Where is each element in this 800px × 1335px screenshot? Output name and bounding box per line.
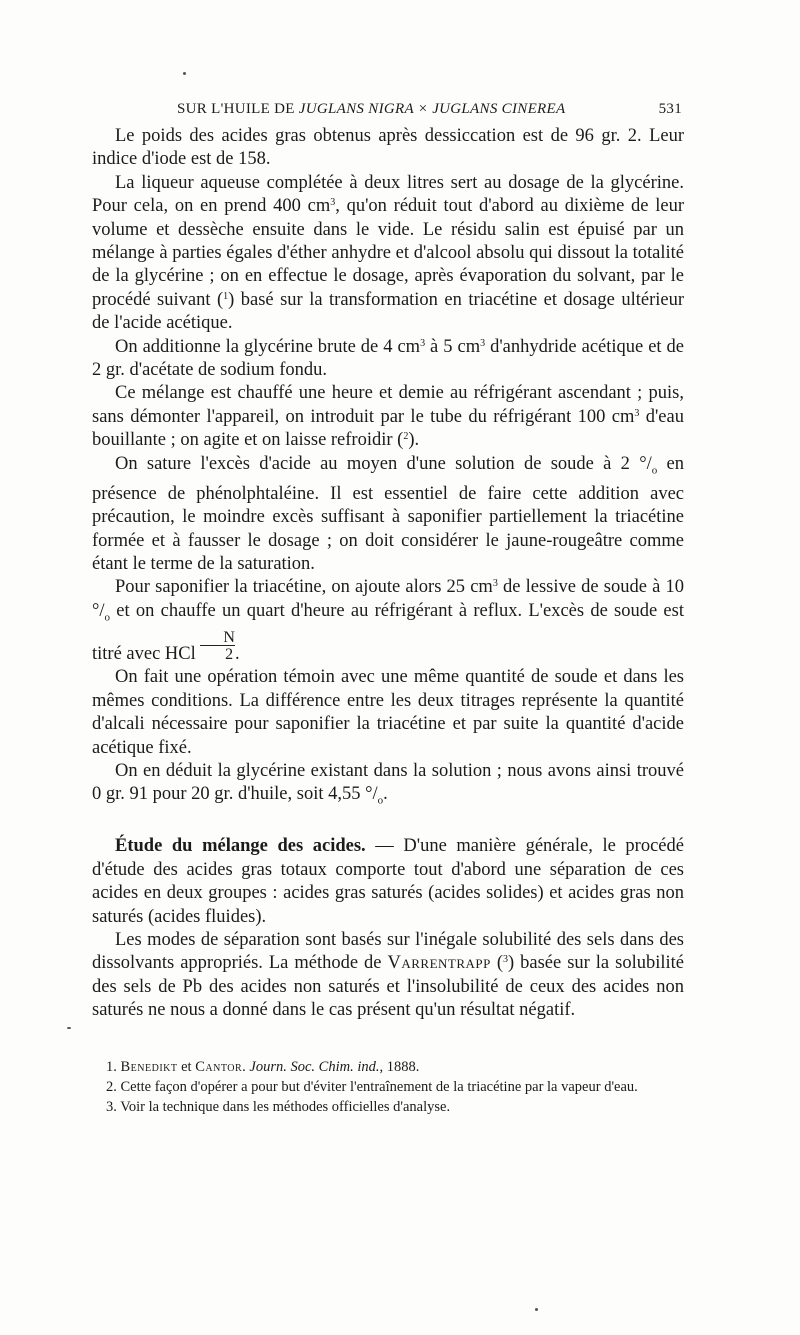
section-heading: Étude du mélange des acides. [115, 836, 366, 857]
p7-text: On fait une opération témoin avec une même quantité de soude et dans les mêmes conditions. La différence entre les deux titrages représente la quantité d'alcali nécessaire pour saponifier la triacétine et par suite la quantité d'acide acétique fixé. [92, 667, 684, 758]
paragraph-9 [92, 835, 684, 929]
footnote-1-author-b: Cantor [195, 1059, 243, 1075]
p2-sup-a: 3 [330, 197, 336, 209]
p6-text-a: Pour saponifier la triacétine, on ajoute alors 25 cm [115, 577, 493, 598]
header-title [177, 101, 565, 118]
footnote-1 [92, 1057, 684, 1077]
footnote-1-author-a: Benedikt [120, 1059, 178, 1075]
paragraph-6 [92, 576, 684, 666]
p8-text-b: . [383, 784, 388, 805]
p8-sub-a: o [377, 795, 384, 808]
p6-text-d: . [234, 643, 240, 664]
footnote-1-conj: et [177, 1059, 196, 1075]
fraction-numerator: N [223, 628, 235, 646]
paragraph-4 [92, 382, 684, 452]
author-varrentrapp: Varrentrapp [387, 953, 491, 974]
p2-note-ref: 1 [223, 290, 229, 302]
page-number: 531 [658, 101, 682, 117]
p10-text-b: ( [490, 953, 504, 974]
p6-text-c: et on chauffe un quart d'heure au réfrigérant à reflux. L'excès de soude est titré avec HCl [92, 600, 684, 664]
header-prefix: SUR L'HUILE DE [177, 101, 295, 117]
p8-text-a: On en déduit la glycérine existant dans la solution ; nous avons ainsi trouvé 0 gr. 91 pour 20 gr. d'huile, soit 4,55 °/ [92, 760, 684, 805]
footnote-1-sep: . [242, 1059, 250, 1075]
section-gap [92, 813, 684, 835]
p4-text-b: d'eau bouillante ; on agite et on laisse refroidir ( [92, 406, 684, 451]
p2-text-c: ) basé sur la transformation en triacétine et dosage ultérieur de l'acide acétique. [92, 289, 684, 334]
header-italic: JUGLANS NIGRA × JUGLANS CINEREA [298, 101, 566, 117]
p4-sup-a: 3 [634, 407, 640, 419]
footnote-2 [92, 1077, 684, 1097]
p3-text-a: On additionne la glycérine brute de 4 cm [115, 336, 421, 357]
p10-text-a: Les modes de séparation sont basés sur l'inégale solubilité des sels dans des dissolvants appropriés. La méthode de [92, 930, 684, 974]
footnote-3-text: Voir la technique dans les méthodes officielles d'analyse. [120, 1099, 451, 1115]
p4-note-ref: 2 [403, 431, 409, 443]
p3-sup-a: 3 [420, 337, 426, 349]
p3-sup-b: 3 [480, 337, 486, 349]
p5-sub-a: o [651, 464, 658, 477]
p6-text-b: de lessive de soude à 10 °/ [92, 577, 684, 621]
footnote-1-number: 1. [106, 1059, 117, 1075]
paragraph-5 [92, 453, 684, 577]
speck [535, 1308, 538, 1311]
footnotes [92, 1057, 684, 1117]
p2-text-a: La liqueur aqueuse complétée à deux litres sert au dosage de la glycérine. Pour cela, on en prend 400 cm [92, 172, 684, 217]
p2-text-b: , qu'on réduit tout d'abord au dixième de leur volume et dessèche ensuite dans le vide. Le résidu salin est épuisé par un mélange à parties égales d'éther anhydre et d'alcool absolu qui dissout la totalité de la glycérine ; on en effectue le dosage, après évaporation du solvant, par le procédé suivant ( [92, 196, 684, 310]
footnote-2-number: 2. [106, 1079, 117, 1095]
fraction-denominator: 2 [200, 645, 235, 662]
p10-text-c: ) basée sur la solubilité des sels de Pb des acides non saturés et l'insolubilité de ceux des acides non saturés ne nous a donné dans le cas présent qu'un résultat négatif. [92, 953, 684, 1021]
footnote-1-journal: Journ. Soc. Chim. ind. [249, 1059, 380, 1075]
paragraph-8 [92, 760, 684, 814]
body-text [92, 125, 684, 1023]
p3-text-c: d'anhydride acétique et de 2 gr. d'acétate de sodium fondu. [92, 336, 685, 381]
fraction-n-over-2 [200, 630, 235, 662]
paragraph-3 [92, 336, 684, 383]
paragraph-7 [92, 666, 684, 760]
p5-text-a: On sature l'excès d'acide au moyen d'une solution de soude à 2 °/ [115, 453, 652, 474]
footnote-3 [92, 1097, 684, 1117]
footnote-1-year: , 1888. [379, 1059, 420, 1075]
paragraph-1 [92, 125, 684, 172]
paragraph-2 [92, 172, 684, 336]
p9-text: — D'une manière générale, le procédé d'étude des acides gras totaux comporte tout d'abord une séparation de ces acides en deux groupes : acides gras saturés (acides solides) et acides gras non saturés (acides fluides). [92, 836, 684, 927]
p3-text-b: à 5 cm [425, 336, 481, 357]
p5-text-b: en présence de phénolphtaléine. Il est essentiel de faire cette addition avec précaution, le moindre excès suffisant à saponifier partiellement la triacétine formée et à fausser le dosage ; on doit considérer le jaune-rougeâtre comme étant le terme de la saturation. [92, 453, 684, 574]
paragraph-10 [92, 929, 684, 1023]
p6-sub-b: o [104, 611, 111, 624]
p6-sup-a: 3 [492, 578, 498, 590]
p4-text-a: Ce mélange est chauffé une heure et demie au réfrigérant ascendant ; puis, sans démonter l'appareil, on introduit par le tube du réfrigérant 100 cm [92, 383, 684, 427]
footnote-3-number: 3. [106, 1099, 117, 1115]
footnote-2-text: Cette façon d'opérer a pour but d'éviter l'entraînement de la triacétine par la vapeur d'eau. [120, 1079, 638, 1095]
p1-text: Le poids des acides gras obtenus après dessiccation est de 96 gr. 2. Leur indice d'iode est de 158. [92, 126, 684, 170]
p4-text-c: ). [408, 430, 420, 451]
speck [67, 1027, 71, 1029]
p10-note-ref: 3 [503, 954, 509, 966]
speck [183, 72, 186, 75]
